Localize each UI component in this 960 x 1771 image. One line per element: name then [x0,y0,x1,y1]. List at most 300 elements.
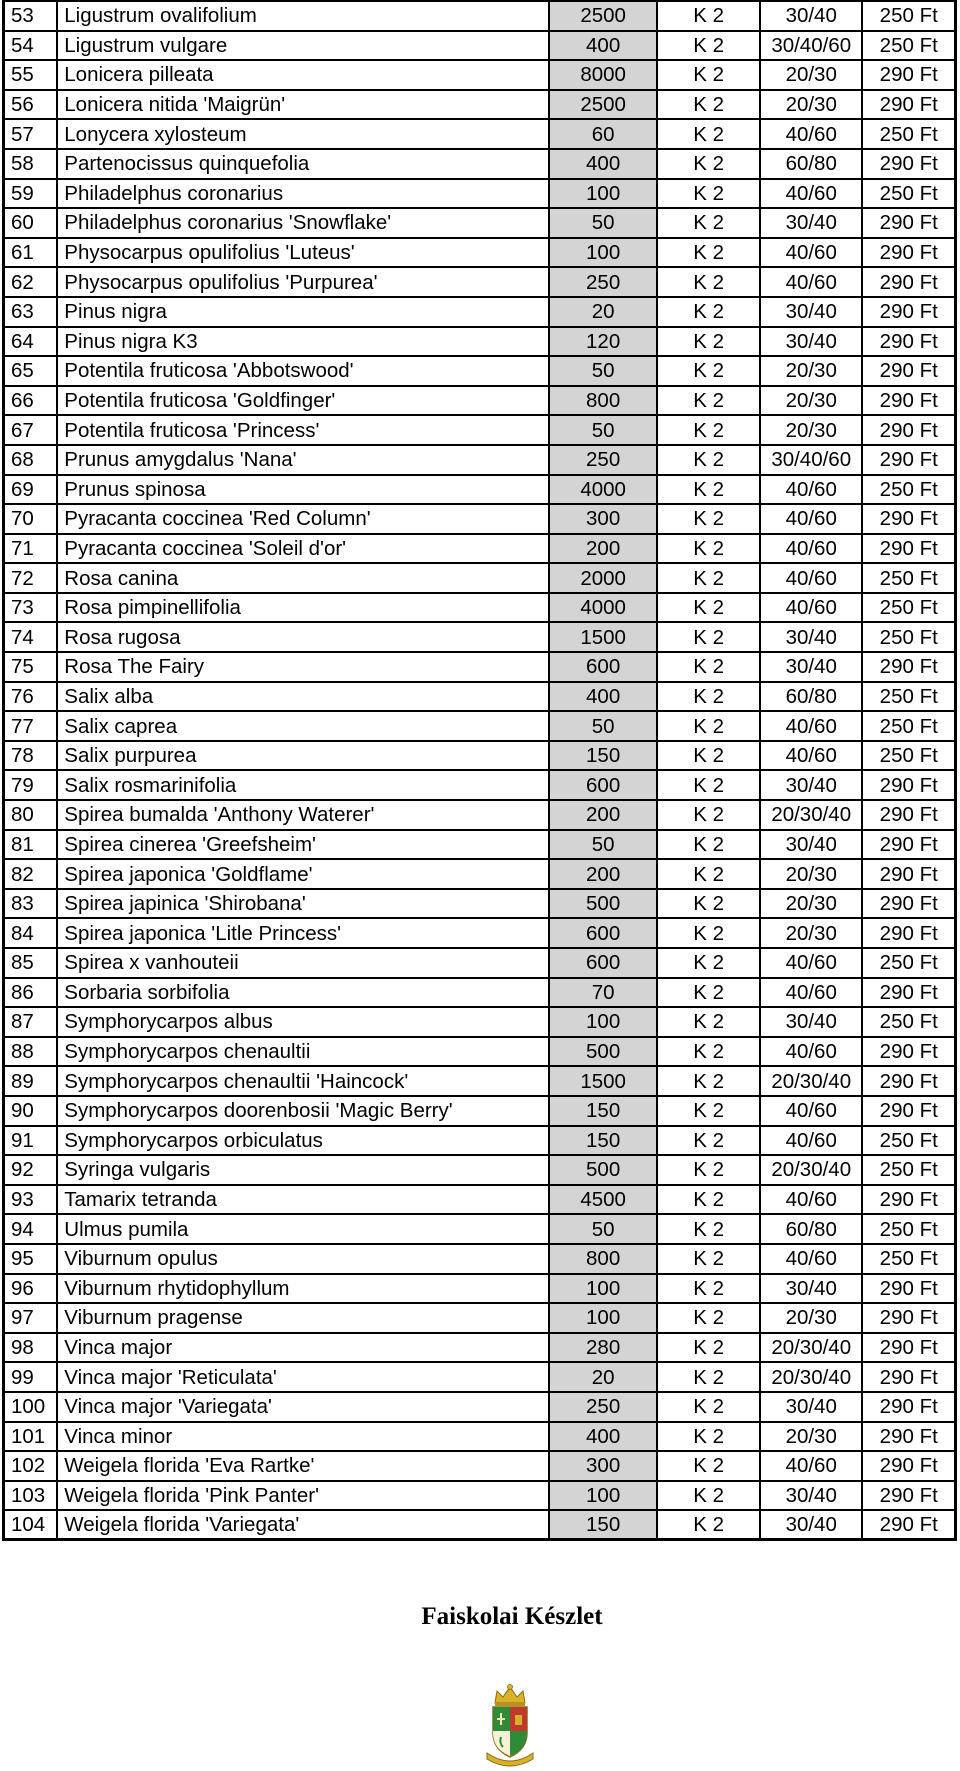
plant-name-cell: Vinca major 'Variegata' [57,1392,549,1422]
row-number-cell: 98 [4,1333,58,1363]
stock-table-body [4,1,956,1540]
plant-height-cell: 40/60 [760,534,863,564]
table-row [4,119,956,149]
table-row [4,622,956,652]
quantity-cell: 100 [549,179,658,209]
table-row [4,267,956,297]
table-row [4,1126,956,1156]
unit-price-cell: 290 Ft [862,415,955,445]
row-number-cell: 64 [4,327,58,357]
row-number-cell: 81 [4,830,58,860]
row-number-cell: 78 [4,741,58,771]
quantity-cell: 500 [549,1037,658,1067]
row-number-cell: 74 [4,622,58,652]
pot-size-cell: K 2 [657,741,760,771]
plant-height-cell: 40/60 [760,504,863,534]
pot-size-cell: K 2 [657,1392,760,1422]
unit-price-cell: 250 Ft [862,1,955,31]
plant-name-cell: Salix purpurea [57,741,549,771]
plant-name-cell: Symphorycarpos chenaultii [57,1037,549,1067]
unit-price-cell: 290 Ft [862,889,955,919]
plant-height-cell: 30/40 [760,622,863,652]
pot-size-cell: K 2 [657,208,760,238]
plant-height-cell: 40/60 [760,1126,863,1156]
pot-size-cell: K 2 [657,682,760,712]
unit-price-cell: 290 Ft [862,208,955,238]
row-number-cell: 71 [4,534,58,564]
row-number-cell: 90 [4,1096,58,1126]
pot-size-cell: K 2 [657,60,760,90]
unit-price-cell: 250 Ft [862,948,955,978]
plant-name-cell: Rosa rugosa [57,622,549,652]
unit-price-cell: 290 Ft [862,978,955,1008]
plant-height-cell: 20/30 [760,90,863,120]
quantity-cell: 280 [549,1333,658,1363]
table-row [4,534,956,564]
pot-size-cell: K 2 [657,563,760,593]
unit-price-cell: 290 Ft [862,800,955,830]
quantity-cell: 800 [549,386,658,416]
plant-height-cell: 20/30 [760,889,863,919]
table-row [4,859,956,889]
table-row [4,1214,956,1244]
unit-price-cell: 290 Ft [862,149,955,179]
pot-size-cell: K 2 [657,90,760,120]
plant-height-cell: 30/40 [760,1392,863,1422]
quantity-cell: 4000 [549,475,658,505]
table-row [4,1066,956,1096]
table-row [4,356,956,386]
plant-height-cell: 40/60 [760,1037,863,1067]
unit-price-cell: 290 Ft [862,1303,955,1333]
quantity-cell: 4500 [549,1185,658,1215]
plant-height-cell: 20/30/40 [760,1155,863,1185]
plant-name-cell: Salix caprea [57,711,549,741]
plant-height-cell: 30/40 [760,327,863,357]
plant-height-cell: 40/60 [760,1244,863,1274]
row-number-cell: 72 [4,563,58,593]
row-number-cell: 96 [4,1274,58,1304]
quantity-cell: 500 [549,1155,658,1185]
row-number-cell: 99 [4,1362,58,1392]
table-row [4,593,956,623]
unit-price-cell: 250 Ft [862,119,955,149]
plant-name-cell: Pinus nigra [57,297,549,327]
plant-height-cell: 40/60 [760,179,863,209]
unit-price-cell: 290 Ft [862,297,955,327]
row-number-cell: 66 [4,386,58,416]
quantity-cell: 300 [549,504,658,534]
row-number-cell: 63 [4,297,58,327]
plant-height-cell: 30/40 [760,1481,863,1511]
table-row [4,1451,956,1481]
unit-price-cell: 250 Ft [862,475,955,505]
plant-name-cell: Weigela florida 'Eva Rartke' [57,1451,549,1481]
pot-size-cell: K 2 [657,1037,760,1067]
plant-name-cell: Ligustrum vulgare [57,31,549,61]
row-number-cell: 75 [4,652,58,682]
row-number-cell: 73 [4,593,58,623]
quantity-cell: 20 [549,1362,658,1392]
quantity-cell: 50 [549,711,658,741]
pot-size-cell: K 2 [657,652,760,682]
table-row [4,415,956,445]
unit-price-cell: 290 Ft [862,386,955,416]
pot-size-cell: K 2 [657,1333,760,1363]
coat-of-arms-icon [481,1683,539,1769]
row-number-cell: 85 [4,948,58,978]
plant-height-cell: 20/30 [760,1303,863,1333]
table-row [4,327,956,357]
plant-height-cell: 40/60 [760,238,863,268]
row-number-cell: 61 [4,238,58,268]
plant-name-cell: Weigela florida 'Variegata' [57,1510,549,1540]
quantity-cell: 150 [549,1510,658,1540]
quantity-cell: 50 [549,830,658,860]
row-number-cell: 70 [4,504,58,534]
table-row [4,1,956,31]
row-number-cell: 59 [4,179,58,209]
table-row [4,208,956,238]
unit-price-cell: 290 Ft [862,1096,955,1126]
row-number-cell: 58 [4,149,58,179]
table-row [4,918,956,948]
pot-size-cell: K 2 [657,1362,760,1392]
pot-size-cell: K 2 [657,1510,760,1540]
quantity-cell: 1500 [549,1066,658,1096]
plant-name-cell: Pyracanta coccinea 'Soleil d'or' [57,534,549,564]
plant-name-cell: Symphorycarpos doorenbosii 'Magic Berry' [57,1096,549,1126]
pot-size-cell: K 2 [657,1126,760,1156]
quantity-cell: 250 [549,267,658,297]
plant-height-cell: 60/80 [760,1214,863,1244]
plant-height-cell: 40/60 [760,119,863,149]
row-number-cell: 54 [4,31,58,61]
quantity-cell: 70 [549,978,658,1008]
table-row [4,297,956,327]
pot-size-cell: K 2 [657,978,760,1008]
pot-size-cell: K 2 [657,31,760,61]
row-number-cell: 103 [4,1481,58,1511]
plant-height-cell: 40/60 [760,563,863,593]
row-number-cell: 80 [4,800,58,830]
plant-height-cell: 40/60 [760,948,863,978]
quantity-cell: 60 [549,119,658,149]
row-number-cell: 91 [4,1126,58,1156]
row-number-cell: 100 [4,1392,58,1422]
plant-name-cell: Spirea japinica 'Shirobana' [57,889,549,919]
plant-height-cell: 40/60 [760,741,863,771]
plant-name-cell: Vinca major 'Reticulata' [57,1362,549,1392]
quantity-cell: 120 [549,327,658,357]
table-row [4,475,956,505]
plant-name-cell: Spirea cinerea 'Greefsheim' [57,830,549,860]
table-row [4,978,956,1008]
pot-size-cell: K 2 [657,889,760,919]
row-number-cell: 89 [4,1066,58,1096]
unit-price-cell: 250 Ft [862,179,955,209]
pot-size-cell: K 2 [657,948,760,978]
pot-size-cell: K 2 [657,475,760,505]
plant-height-cell: 20/30 [760,356,863,386]
quantity-cell: 200 [549,534,658,564]
table-row [4,1422,956,1452]
table-row [4,1510,956,1540]
quantity-cell: 2500 [549,90,658,120]
unit-price-cell: 290 Ft [862,356,955,386]
row-number-cell: 88 [4,1037,58,1067]
row-number-cell: 86 [4,978,58,1008]
quantity-cell: 800 [549,1244,658,1274]
plant-height-cell: 40/60 [760,1185,863,1215]
unit-price-cell: 290 Ft [862,504,955,534]
pot-size-cell: K 2 [657,267,760,297]
table-row [4,563,956,593]
row-number-cell: 87 [4,1007,58,1037]
plant-name-cell: Syringa vulgaris [57,1155,549,1185]
row-number-cell: 79 [4,770,58,800]
pot-size-cell: K 2 [657,1481,760,1511]
pot-size-cell: K 2 [657,1451,760,1481]
row-number-cell: 102 [4,1451,58,1481]
pot-size-cell: K 2 [657,119,760,149]
unit-price-cell: 290 Ft [862,1333,955,1363]
pot-size-cell: K 2 [657,1303,760,1333]
unit-price-cell: 290 Ft [862,1362,955,1392]
plant-name-cell: Symphorycarpos orbiculatus [57,1126,549,1156]
table-row [4,1481,956,1511]
row-number-cell: 65 [4,356,58,386]
pot-size-cell: K 2 [657,297,760,327]
unit-price-cell: 290 Ft [862,918,955,948]
plant-height-cell: 30/40 [760,1,863,31]
unit-price-cell: 250 Ft [862,1007,955,1037]
plant-name-cell: Spirea japonica 'Litle Princess' [57,918,549,948]
quantity-cell: 600 [549,770,658,800]
row-number-cell: 92 [4,1155,58,1185]
unit-price-cell: 290 Ft [862,652,955,682]
plant-name-cell: Tamarix tetranda [57,1185,549,1215]
unit-price-cell: 250 Ft [862,593,955,623]
pot-size-cell: K 2 [657,327,760,357]
unit-price-cell: 290 Ft [862,238,955,268]
quantity-cell: 400 [549,682,658,712]
plant-height-cell: 40/60 [760,711,863,741]
plant-height-cell: 40/60 [760,1096,863,1126]
pot-size-cell: K 2 [657,149,760,179]
quantity-cell: 150 [549,741,658,771]
pot-size-cell: K 2 [657,238,760,268]
plant-name-cell: Physocarpus opulifolius 'Luteus' [57,238,549,268]
table-row [4,948,956,978]
table-row [4,179,956,209]
table-row [4,31,956,61]
quantity-cell: 200 [549,800,658,830]
stock-table [2,0,957,1541]
table-row [4,800,956,830]
unit-price-cell: 290 Ft [862,90,955,120]
quantity-cell: 100 [549,1007,658,1037]
unit-price-cell: 290 Ft [862,859,955,889]
plant-name-cell: Spirea japonica 'Goldflame' [57,859,549,889]
unit-price-cell: 250 Ft [862,1126,955,1156]
table-row [4,1096,956,1126]
plant-name-cell: Potentila fruticosa 'Princess' [57,415,549,445]
unit-price-cell: 250 Ft [862,1214,955,1244]
pot-size-cell: K 2 [657,386,760,416]
pot-size-cell: K 2 [657,504,760,534]
pot-size-cell: K 2 [657,415,760,445]
quantity-cell: 400 [549,149,658,179]
unit-price-cell: 290 Ft [862,1481,955,1511]
quantity-cell: 50 [549,415,658,445]
unit-price-cell: 250 Ft [862,622,955,652]
row-number-cell: 56 [4,90,58,120]
table-row [4,90,956,120]
plant-name-cell: Weigela florida 'Pink Panter' [57,1481,549,1511]
quantity-cell: 600 [549,918,658,948]
pot-size-cell: K 2 [657,1185,760,1215]
pot-size-cell: K 2 [657,356,760,386]
pot-size-cell: K 2 [657,770,760,800]
unit-price-cell: 290 Ft [862,1274,955,1304]
pot-size-cell: K 2 [657,445,760,475]
table-row [4,504,956,534]
table-row [4,1333,956,1363]
plant-height-cell: 40/60 [760,978,863,1008]
table-row [4,386,956,416]
pot-size-cell: K 2 [657,1244,760,1274]
table-row [4,60,956,90]
plant-height-cell: 20/30 [760,60,863,90]
row-number-cell: 67 [4,415,58,445]
plant-name-cell: Rosa canina [57,563,549,593]
row-number-cell: 68 [4,445,58,475]
row-number-cell: 82 [4,859,58,889]
pot-size-cell: K 2 [657,179,760,209]
plant-name-cell: Sorbaria sorbifolia [57,978,549,1008]
row-number-cell: 101 [4,1422,58,1452]
table-row [4,149,956,179]
plant-name-cell: Vinca minor [57,1422,549,1452]
row-number-cell: 77 [4,711,58,741]
quantity-cell: 300 [549,1451,658,1481]
row-number-cell: 97 [4,1303,58,1333]
pot-size-cell: K 2 [657,534,760,564]
table-row [4,445,956,475]
table-row [4,889,956,919]
plant-name-cell: Salix alba [57,682,549,712]
quantity-cell: 200 [549,859,658,889]
plant-height-cell: 30/40 [760,1510,863,1540]
plant-name-cell: Lonycera xylosteum [57,119,549,149]
plant-name-cell: Lonicera pilleata [57,60,549,90]
quantity-cell: 50 [549,1214,658,1244]
quantity-cell: 1500 [549,622,658,652]
table-row [4,682,956,712]
table-row [4,1303,956,1333]
table-row [4,770,956,800]
plant-name-cell: Physocarpus opulifolius 'Purpurea' [57,267,549,297]
plant-height-cell: 30/40/60 [760,445,863,475]
table-row [4,1392,956,1422]
unit-price-cell: 290 Ft [862,830,955,860]
unit-price-cell: 290 Ft [862,1037,955,1067]
pot-size-cell: K 2 [657,622,760,652]
plant-height-cell: 20/30 [760,386,863,416]
plant-name-cell: Symphorycarpos albus [57,1007,549,1037]
plant-height-cell: 30/40 [760,208,863,238]
unit-price-cell: 290 Ft [862,1185,955,1215]
unit-price-cell: 250 Ft [862,1155,955,1185]
plant-name-cell: Pyracanta coccinea 'Red Column' [57,504,549,534]
quantity-cell: 100 [549,238,658,268]
pot-size-cell: K 2 [657,1066,760,1096]
pot-size-cell: K 2 [657,859,760,889]
plant-height-cell: 20/30 [760,918,863,948]
quantity-cell: 250 [549,1392,658,1422]
quantity-cell: 600 [549,948,658,978]
quantity-cell: 150 [549,1096,658,1126]
unit-price-cell: 290 Ft [862,1510,955,1540]
pot-size-cell: K 2 [657,1155,760,1185]
plant-height-cell: 20/30 [760,415,863,445]
pot-size-cell: K 2 [657,1096,760,1126]
plant-height-cell: 20/30 [760,1422,863,1452]
unit-price-cell: 250 Ft [862,711,955,741]
plant-height-cell: 40/60 [760,267,863,297]
unit-price-cell: 250 Ft [862,31,955,61]
table-row [4,652,956,682]
plant-height-cell: 40/60 [760,1451,863,1481]
plant-height-cell: 30/40 [760,1274,863,1304]
table-row [4,1037,956,1067]
unit-price-cell: 250 Ft [862,563,955,593]
unit-price-cell: 250 Ft [862,741,955,771]
plant-height-cell: 30/40 [760,652,863,682]
plant-name-cell: Viburnum rhytidophyllum [57,1274,549,1304]
plant-name-cell: Prunus spinosa [57,475,549,505]
quantity-cell: 2000 [549,563,658,593]
row-number-cell: 55 [4,60,58,90]
quantity-cell: 2500 [549,1,658,31]
pot-size-cell: K 2 [657,1214,760,1244]
unit-price-cell: 290 Ft [862,1066,955,1096]
plant-height-cell: 40/60 [760,475,863,505]
table-row [4,711,956,741]
plant-name-cell: Pinus nigra K3 [57,327,549,357]
pot-size-cell: K 2 [657,711,760,741]
plant-name-cell: Spirea x vanhouteii [57,948,549,978]
row-number-cell: 104 [4,1510,58,1540]
unit-price-cell: 290 Ft [862,1451,955,1481]
plant-height-cell: 30/40/60 [760,31,863,61]
plant-name-cell: Symphorycarpos chenaultii 'Haincock' [57,1066,549,1096]
unit-price-cell: 290 Ft [862,327,955,357]
quantity-cell: 100 [549,1274,658,1304]
row-number-cell: 94 [4,1214,58,1244]
plant-name-cell: Lonicera nitida 'Maigrün' [57,90,549,120]
plant-height-cell: 20/30/40 [760,1066,863,1096]
plant-height-cell: 60/80 [760,149,863,179]
quantity-cell: 600 [549,652,658,682]
table-row [4,741,956,771]
quantity-cell: 400 [549,1422,658,1452]
plant-name-cell: Prunus amygdalus 'Nana' [57,445,549,475]
plant-name-cell: Ulmus pumila [57,1214,549,1244]
footer-title: Faiskolai Készlet [421,1603,603,1630]
plant-name-cell: Vinca major [57,1333,549,1363]
